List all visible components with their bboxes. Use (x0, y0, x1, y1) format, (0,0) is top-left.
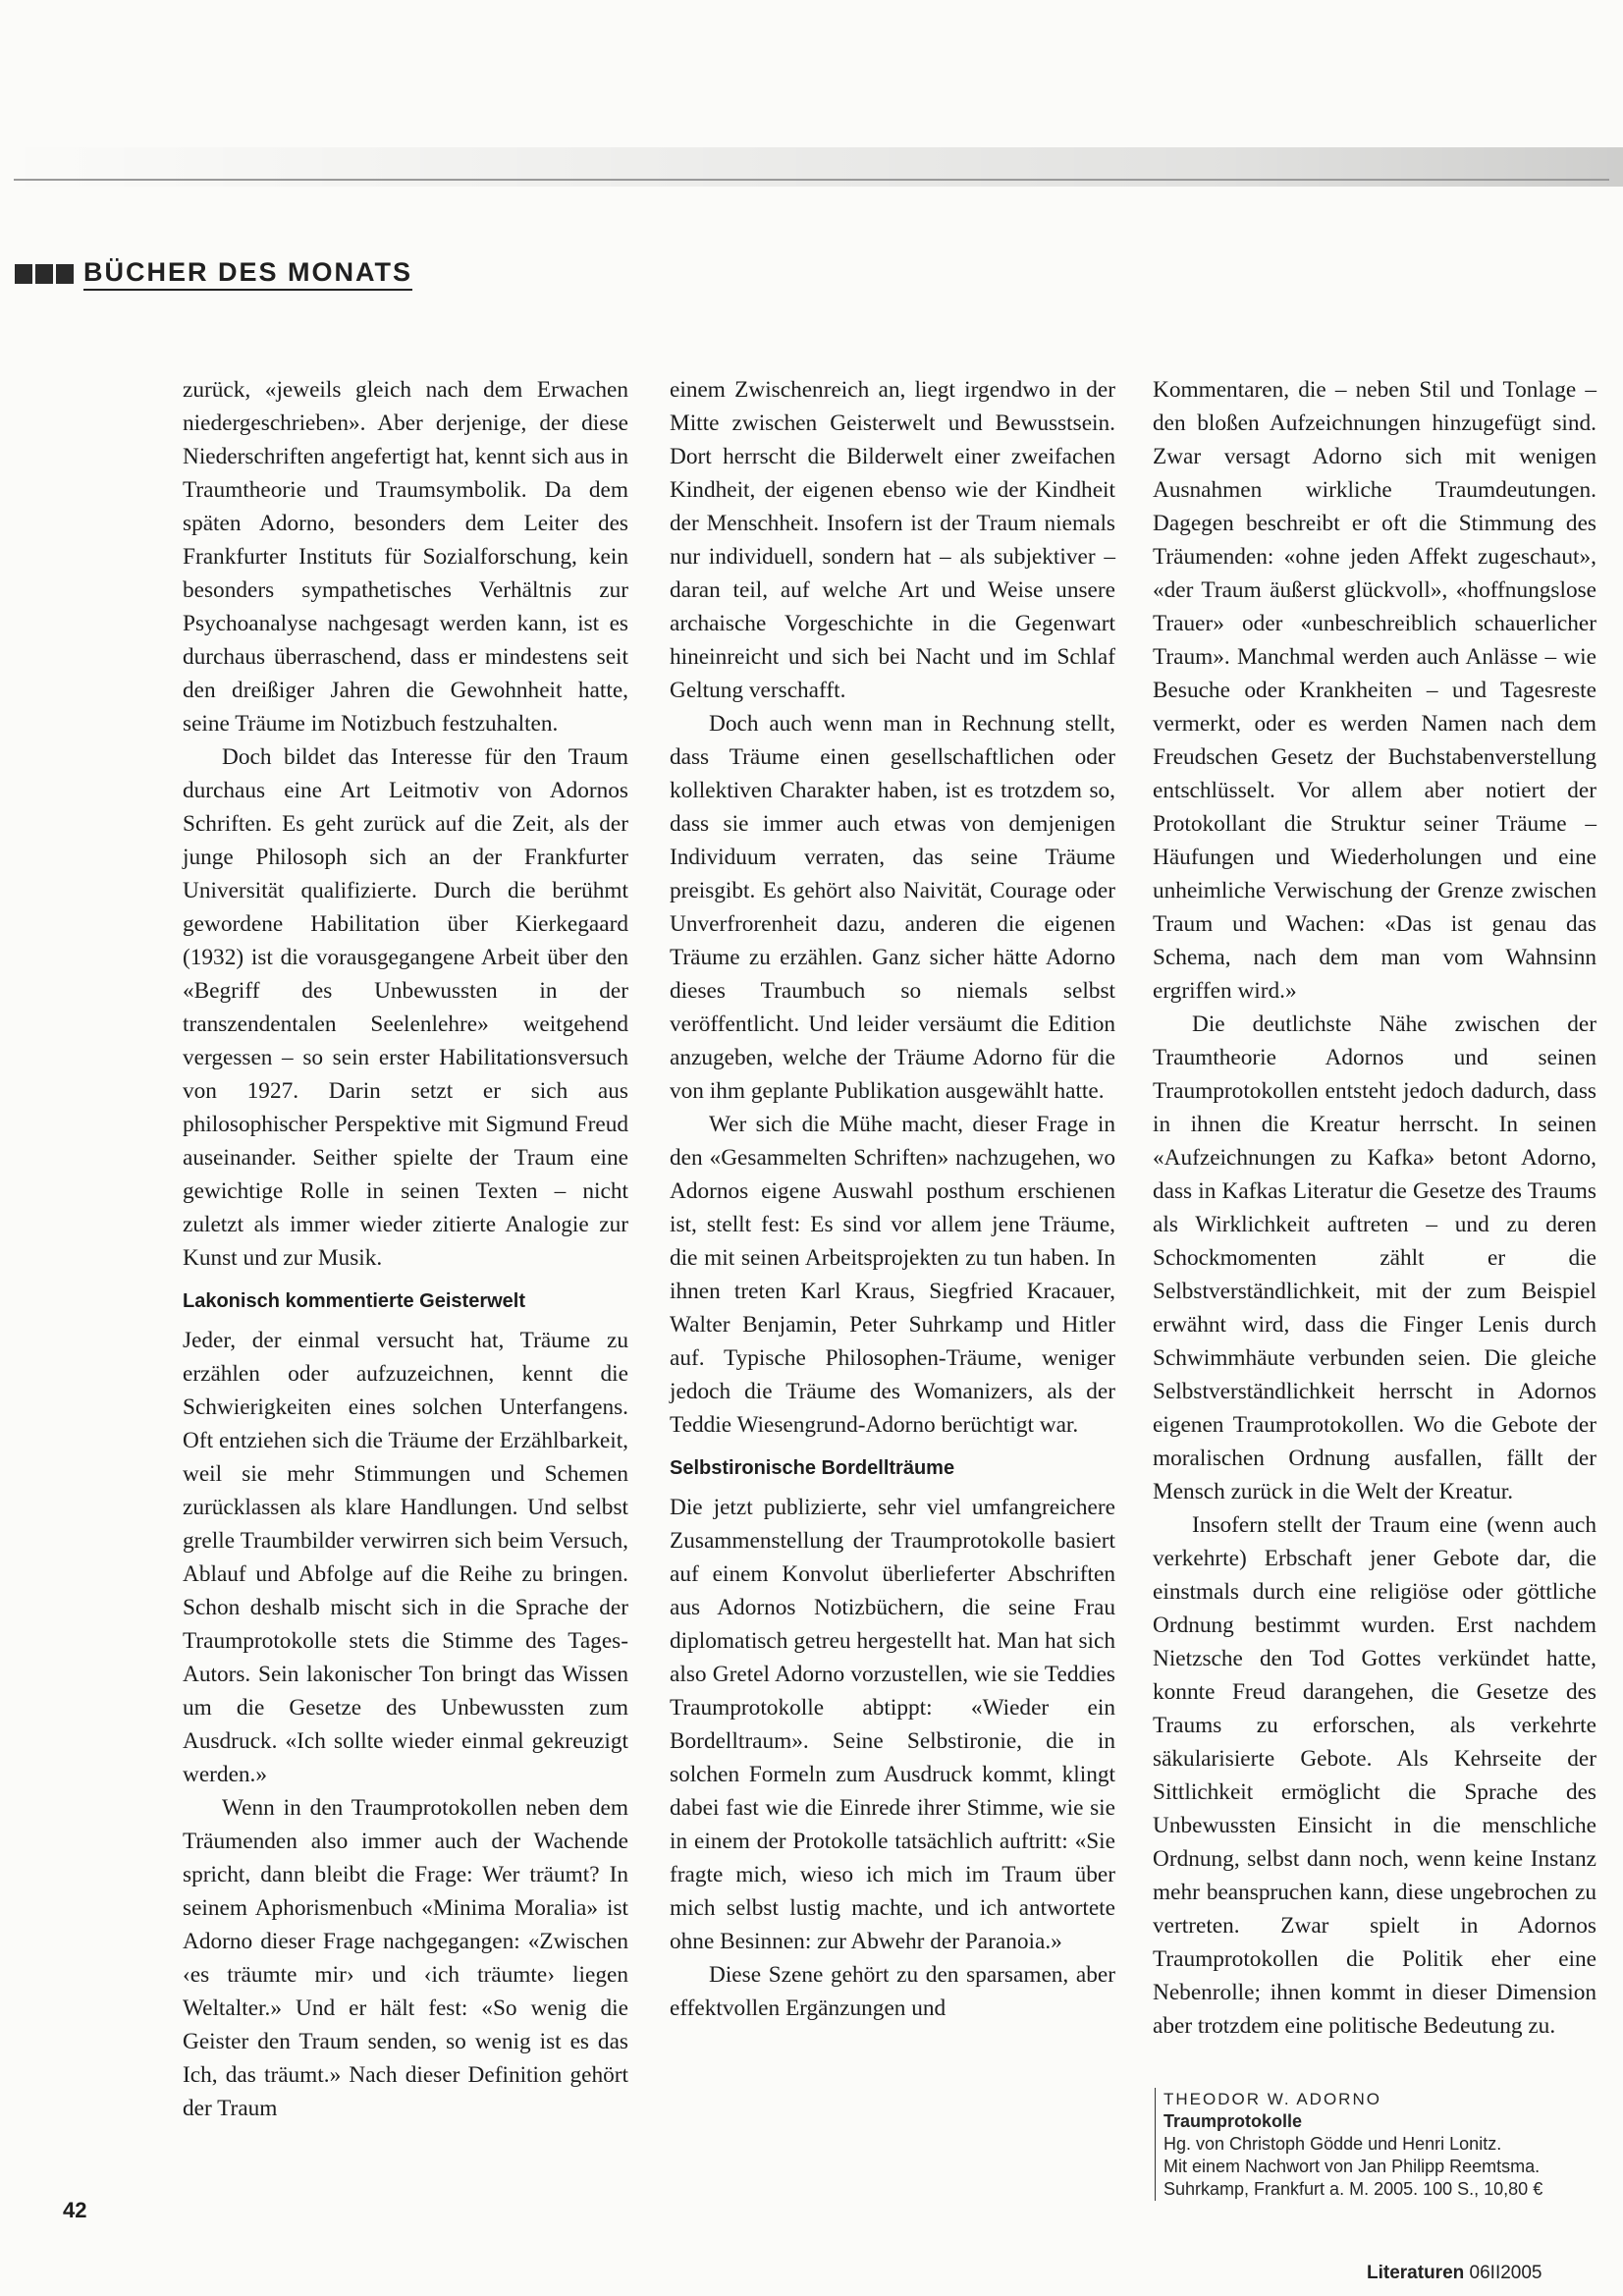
book-author: THEODOR W. ADORNO (1163, 2090, 1381, 2108)
section-title: BÜCHER DES MONATS (83, 257, 412, 291)
paragraph: Diese Szene gehört zu den sparsamen, aber effektvollen Ergänzungen und (670, 1962, 1115, 2021)
subheading: Selbstironische Bordellträume (670, 1457, 955, 1479)
issue-number: 06II2005 (1469, 2263, 1542, 2283)
book-info-box (1155, 2088, 1605, 2201)
paragraph: Wenn in den Traumprotokollen neben dem Träumenden also immer auch der Wachende spricht, dann bleibt die Frage: Wer träumt? In seinem Aphorismenbuch «Minima Moralia» ist Adorno dieser Frage nachgegangen: «Zwischen ‹es träumte mir› und ‹ich träumte› liegen Weltalter.» Und er hält fest: «So wenig die Geister den Traum senden, so wenig ist es das Ich, das träumt.» Nach dieser Definition gehört der Traum (183, 1795, 628, 2121)
magazine-name: Literaturen (1367, 2263, 1465, 2283)
book-title: Traumprotokolle (1163, 2111, 1303, 2131)
column-2 (670, 373, 1115, 2025)
book-editors: Hg. von Christoph Gödde und Henri Lonitz. (1163, 2134, 1502, 2154)
paragraph: Jeder, der einmal versucht hat, Träume zu erzählen oder aufzuzeichnen, kennt die Schwierigkeiten eines solchen Unterfangens. Oft entziehen sich die Träume der Erzählbarkeit, weil sie mehr Stimmungen und Schemen zurücklassen als klare Handlungen. Und selbst grelle Traumbilder verwirren sich beim Versuch, Ablauf und Abfolge auf die Reihe zu bringen. Schon deshalb mischt sich in die Sprache der Traumprotokolle stets die Stimme des Tages-Autors. Sein lakonischer Ton bringt das Wissen um die Gesetze des Unbewussten zum Ausdruck. «Ich sollte wieder einmal gekreuzigt werden.» (183, 1328, 628, 1787)
header-blocks-icon (15, 264, 74, 284)
paragraph: einem Zwischenreich an, liegt irgendwo in der Mitte zwischen Geisterwelt und Bewusstsein. Dort herrscht die Bilderwelt einer zweifachen Kindheit, der eigenen ebenso wie der Kindheit der Menschheit. Insofern ist der Traum niemals nur individuell, sondern hat – als subjektiver – daran teil, auf welche Art und Weise unsere archaische Vorgeschichte in die Gegenwart hineinreicht und sich bei Nacht und im Schlaf Geltung verschafft. (670, 377, 1115, 703)
book-afterword: Mit einem Nachwort von Jan Philipp Reemtsma. (1163, 2157, 1541, 2176)
section-header (15, 259, 412, 289)
paragraph: zurück, «jeweils gleich nach dem Erwachen niedergeschrieben». Aber derjenige, der diese Niederschriften angefertigt hat, kennt sich aus in Traumtheorie und Traumsymbolik. Da dem späten Adorno, besonders dem Leiter des Frankfurter Instituts für Sozialforschung, kein besonders sympathetisches Verhältnis zur Psychoanalyse nachgesagt werden kann, ist es durchaus überraschend, dass er mindestens seit den dreißiger Jahren die Gewohnheit hatte, seine Träume im Notizbuch festzuhalten. (183, 377, 628, 737)
scan-top-rule (14, 179, 1609, 181)
book-publisher: Suhrkamp, Frankfurt a. M. 2005. 100 S., 10,80 € (1163, 2179, 1543, 2199)
paragraph: Doch bildet das Interesse für den Traum durchaus eine Art Leitmotiv von Adornos Schriften. Es geht zurück auf die Zeit, als der junge Philosoph sich an der Frankfurter Universität qualifizierte. Durch die berühmt gewordene Habilitation über Kierkegaard (1932) ist die vorausgegangene Arbeit über den «Begriff des Unbewussten in der transzendentalen Seelenlehre» weitgehend vergessen – so sein erster Habilitationsversuch von 1927. Darin setzt er sich aus philosophischer Perspektive mit Sigmund Freud auseinander. Seither spielte der Traum eine gewichtige Rolle in seinen Texten – nicht zuletzt als immer wieder zitierte Analogie zur Kunst und zur Musik. (183, 744, 628, 1271)
paragraph: Wer sich die Mühe macht, dieser Frage in den «Gesammelten Schriften» nachzugehen, wo Adornos eigene Auswahl posthum erschienen ist, stellt fest: Es sind vor allem jene Träume, die mit seinen Arbeitsprojekten zu tun haben. In ihnen treten Karl Kraus, Siegfried Kracauer, Walter Benjamin, Peter Suhrkamp und Hitler auf. Typische Philosophen-Träume, weniger jedoch die Träume des Womanizers, als der Teddie Wiesengrund-Adorno berüchtigt war. (670, 1112, 1115, 1438)
footer (1367, 2263, 1542, 2284)
page-number: 42 (63, 2198, 87, 2222)
subheading: Lakonisch kommentierte Geisterwelt (183, 1290, 526, 1312)
column-3 (1153, 373, 1596, 2043)
paragraph: Die deutlichste Nähe zwischen der Traumtheorie Adornos und seinen Traumprotokollen entsteht jedoch dadurch, dass in ihnen die Kreatur herrscht. In seinen «Aufzeichnungen zu Kafka» betont Adorno, dass in Kafkas Literatur die Gesetze des Traums als Wirklichkeit auftreten – und zu deren Schockmomenten zählt er die Selbstverständlichkeit, mit der zum Beispiel erwähnt wird, dass die Finger Lenis durch Schwimmhäute verbunden seien. Die gleiche Selbstverständlichkeit herrscht in Adornos eigenen Traumprotokollen. Wo die Gebote der moralischen Ordnung ausfallen, fällt der Mensch zurück in die Welt der Kreatur. (1153, 1011, 1596, 1504)
scan-shadow-band (0, 147, 1623, 187)
column-1 (183, 373, 628, 2125)
paragraph: Insofern stellt der Traum eine (wenn auch verkehrte) Erbschaft jener Gebote dar, die einstmals durch eine religiöse oder göttliche Ordnung bestimmt wurden. Erst nachdem Nietzsche den Tod Gottes verkündet hatte, konnte Freud darangehen, die Gesetze des Traums zu erforschen, als verkehrte säkularisierte Gebote. Als Kehrseite der Sittlichkeit ermöglicht die Sprache des Unbewussten Einsicht in die menschliche Ordnung, selbst dann noch, wenn keine Instanz mehr beanspruchen kann, diese ungebrochen zu vertreten. Zwar spielt in Adornos Traumprotokollen die Politik eher eine Nebenrolle; ihnen kommt in dieser Dimension aber trotzdem eine politische Bedeutung zu. (1153, 1512, 1596, 2039)
paragraph: Doch auch wenn man in Rechnung stellt, dass Träume einen gesellschaftlichen oder kollektiven Charakter haben, ist es trotzdem so, dass sie immer auch etwas von demjenigen Individuum verraten, das seine Träume preisgibt. Es gehört also Naivität, Courage oder Unverfrorenheit dazu, anderen die eigenen Träume zu erzählen. Ganz sicher hätte Adorno dieses Traumbuch so niemals selbst veröffentlicht. Und leider versäumt die Edition anzugeben, welche der Träume Adorno für die von ihm geplante Publikation ausgewählt hatte. (670, 711, 1115, 1104)
paragraph: Die jetzt publizierte, sehr viel umfangreichere Zusammenstellung der Traumprotokolle basiert auf einem Konvolut überlieferter Abschriften aus Adornos Notizbüchern, die seine Frau diplomatisch getreu hergestellt hat. Man hat sich also Gretel Adorno vorzustellen, wie sie Teddies Traumprotokolle abtippt: «Wieder ein Bordelltraum». Seine Selbstironie, die in solchen Formeln zum Ausdruck kommt, klingt dabei fast wie die Einrede ihrer Stimme, wie sie in einem der Protokolle tatsächlich auftritt: «Sie fragte mich, wieso ich mich im Traum über mich selbst lustig machte, und ich antwortete ohne Besinnen: zur Abwehr der Paranoia.» (670, 1495, 1115, 1954)
paragraph: Kommentaren, die – neben Stil und Tonlage – den bloßen Aufzeichnungen hinzugefügt sind. Zwar versagt Adorno sich mit wenigen Ausnahmen wirkliche Traumdeutungen. Dagegen beschreibt er oft die Stimmung des Träumenden: «ohne jeden Affekt zugeschaut», «der Traum äußerst glückvoll», «hoffnungslose Trauer» oder «unbeschreiblich schauerlicher Traum». Manchmal werden auch Anlässe – wie Besuche oder Krankheiten – und Tagesreste vermerkt, oder es werden Namen nach dem Freudschen Gesetz der Buchstabenverstellung entschlüsselt. Vor allem aber notiert der Protokollant die Struktur seiner Träume – Häufungen und Wiederholungen und eine unheimliche Verwischung der Grenze zwischen Traum und Wachen: «Das ist genau das Schema, nach dem man vom Wahnsinn ergriffen wird.» (1153, 377, 1596, 1004)
